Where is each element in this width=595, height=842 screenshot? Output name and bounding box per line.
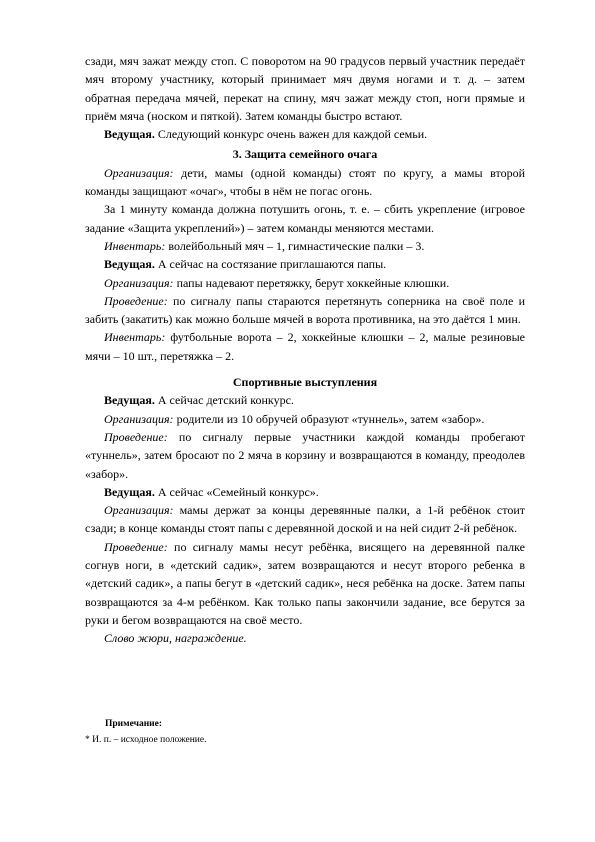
section-heading: Спортивные выступления	[232, 375, 378, 390]
paragraph	[85, 483, 525, 501]
paragraph-text: по сигналу первые участники каждой команды пробегают «туннель», затем бросают по 2 мяча в корзину и возвращаются в команду, преодолев «забор».	[85, 429, 525, 481]
notes-title: Примечание:	[105, 719, 163, 729]
field-label: Организация:	[104, 275, 174, 290]
paragraph	[85, 391, 525, 409]
paragraph	[85, 237, 525, 255]
paragraph	[85, 164, 525, 201]
field-label: Проведение:	[104, 429, 168, 444]
field-label: Организация:	[104, 165, 174, 180]
paragraph	[85, 538, 525, 629]
paragraph	[85, 255, 525, 273]
field-label: Проведение:	[104, 293, 168, 308]
footnote: * И. п. – исходное положение.	[85, 735, 207, 745]
paragraph: За 1 минуту команда должна потушить огонь, т. е. – сбить укрепление (игровое задание «Защита укреплений») – затем команды меняются местами.	[85, 202, 525, 235]
paragraph-text: А сейчас на состязание приглашаются папы.	[154, 257, 387, 272]
document-body	[85, 52, 525, 648]
paragraph-text: футбольные ворота – 2, хоккейные клюшки – 2, малые резиновые мячи – 10 шт., перетяжка – 2.	[85, 330, 525, 363]
section-heading: 3. Защита семейного очага	[232, 147, 378, 162]
paragraph	[85, 292, 525, 329]
paragraph	[85, 501, 525, 538]
paragraph	[85, 125, 525, 143]
paragraph-text: волейбольный мяч – 1, гимнастические палки – 3.	[165, 238, 425, 253]
paragraph-text: по сигналу мамы несут ребёнка, висящего на деревянной палке согнув ноги, в «детский садик», затем возвращаются и несут второго ребенка в «детский садик», а папы бегут в «детский садик», неся ребёнка на доске. Затем папы возвращаются за 4-м ребёнком. Как только папы закончили задание, все берутся за руки и бегом возвращаются на своё место.	[85, 539, 525, 627]
speaker-label: Ведущая.	[104, 393, 155, 408]
field-label: Организация:	[104, 411, 174, 426]
paragraph-text: Следующий конкурс очень важен для каждой семьи.	[154, 127, 428, 142]
speaker-label: Ведущая.	[104, 127, 155, 142]
paragraph-text: дети, мамы (одной команды) стоят по кругу, а мамы второй команды защищают «очаг», чтобы в нём не погас огонь.	[85, 165, 525, 199]
paragraph-text: мамы держат за концы деревянные палки, а 1-й ребёнок стоит сзади; в конце команды стоят папы с деревянной доской и на ней сидит 2-й ребёнок.	[85, 503, 525, 536]
closing-line: Слово жюри, награждение.	[104, 631, 247, 646]
paragraph	[85, 274, 525, 292]
paragraph-text: по сигналу папы стараются перетянуть соперника на своё поле и забить (закатить) как можно больше мячей в ворота противника, на это даётся 1 мин.	[85, 293, 525, 327]
paragraph-text: родители из 10 обручей образуют «туннель», затем «забор».	[173, 411, 485, 426]
speaker-label: Ведущая.	[104, 257, 155, 272]
paragraph-text: А сейчас детский конкурс.	[154, 393, 294, 408]
field-label: Инвентарь:	[104, 330, 166, 345]
field-label: Инвентарь:	[104, 238, 166, 253]
paragraph	[85, 410, 525, 428]
field-label: Организация:	[104, 503, 174, 518]
paragraph	[85, 428, 525, 483]
paragraph-text: папы надевают перетяжку, берут хоккейные клюшки.	[173, 275, 450, 290]
paragraph: сзади, мяч зажат между стоп. С поворотом на 90 градусов первый участник передаёт мяч второму участнику, который принимает мяч двумя ногами и т. д. – затем обратная передача мячей, перекат на спину, мяч зажат между стоп, ноги прямые и приём мяча (носком и пяткой). Затем команды быстро встают.	[85, 54, 525, 123]
paragraph-text: А сейчас «Семейный конкурс».	[154, 484, 319, 499]
speaker-label: Ведущая.	[104, 484, 155, 499]
paragraph	[85, 328, 525, 365]
field-label: Проведение:	[104, 539, 168, 554]
